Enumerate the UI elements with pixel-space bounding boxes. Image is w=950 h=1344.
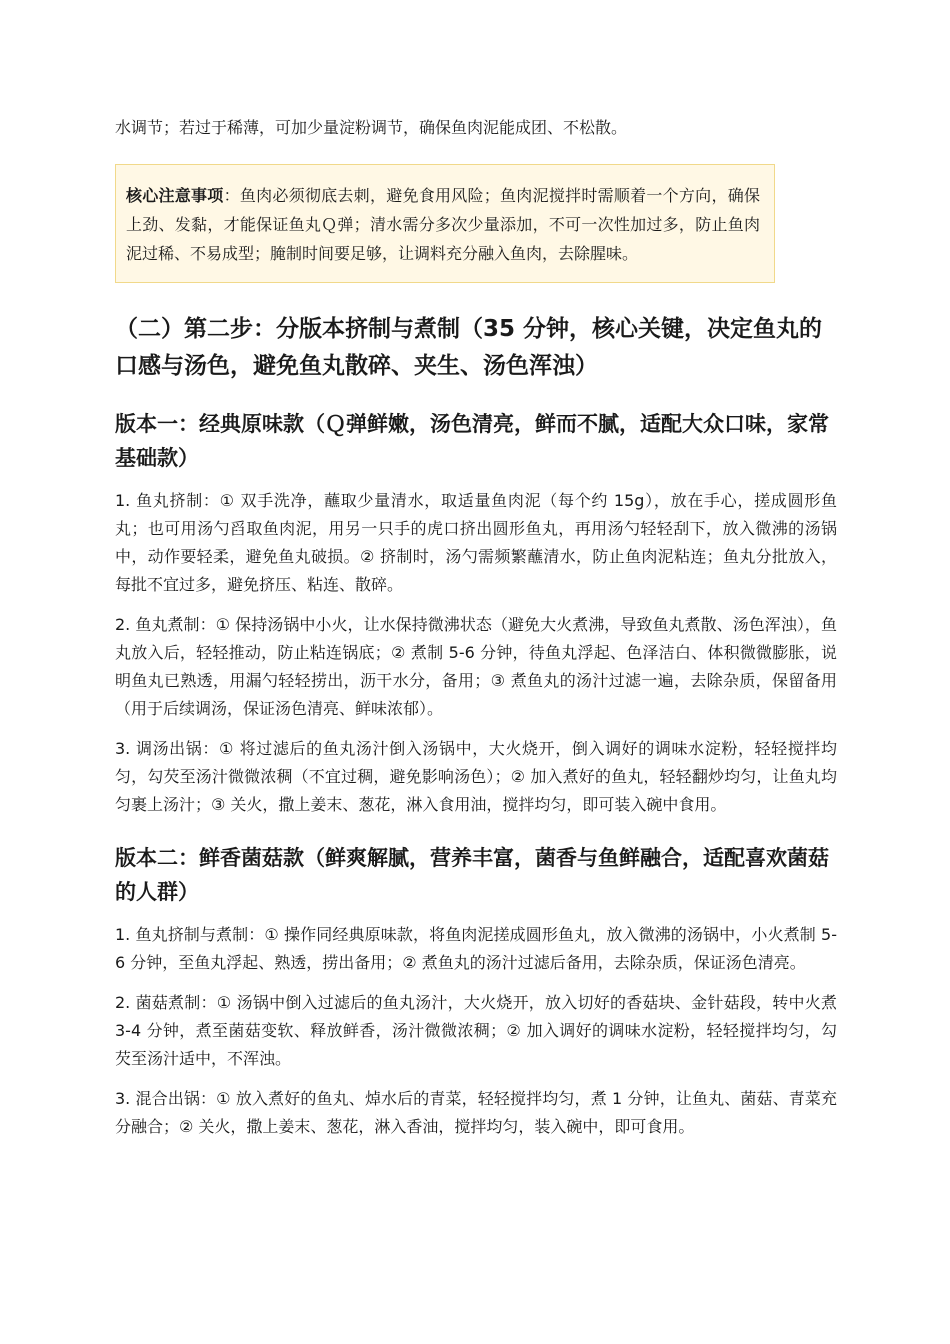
version-1-step-2: 2. 鱼丸煮制：① 保持汤锅中小火，让水保持微沸状态（避免大火煮沸，导致鱼丸煮散、汤色浑浊），鱼丸放入后，轻轻推动，防止粘连锅底；② 煮制 5-6 分钟，待鱼丸浮起、色泽洁白、体积微微膨胀，说明鱼丸已熟透，用漏勺轻轻捞出，沥干水分，备用；③ 煮鱼丸的汤汁过滤一遍，去除杂质，保留备用（用于后续调汤，保证汤色清亮、鲜味浓郁）。 bbox=[115, 615, 837, 718]
note-label: 核心注意事项 bbox=[126, 186, 224, 205]
note-callout bbox=[115, 164, 775, 283]
document-page bbox=[115, 0, 837, 1141]
version-2-step-1: 1. 鱼丸挤制与煮制：① 操作同经典原味款，将鱼肉泥搓成圆形鱼丸，放入微沸的汤锅中，小火煮制 5-6 分钟，至鱼丸浮起、熟透，捞出备用；② 煮鱼丸的汤汁过滤后备用，去除杂质，保证汤色清亮。 bbox=[115, 925, 837, 972]
version-2-step-3: 3. 混合出锅：① 放入煮好的鱼丸、焯水后的青菜，轻轻搅拌均匀，煮 1 分钟，让鱼丸、菌菇、青菜充分融合；② 关火，撒上姜末、葱花，淋入香油，搅拌均匀，装入碗中，即可食用。 bbox=[115, 1089, 837, 1136]
version-2-title: 版本二：鲜香菌菇款（鲜爽解腻，营养丰富，菌香与鱼鲜融合，适配喜欢菌菇的人群） bbox=[115, 846, 829, 904]
note-paragraph bbox=[126, 181, 760, 268]
version-1-step-1: 1. 鱼丸挤制：① 双手洗净，蘸取少量清水，取适量鱼肉泥（每个约 15g），放在手心，搓成圆形鱼丸；也可用汤勺舀取鱼肉泥，用另一只手的虎口挤出圆形鱼丸，再用汤勺轻轻刮下，放入微沸的汤锅中，动作要轻柔，避免鱼丸破损。② 挤制时，汤勺需频繁蘸清水，防止鱼肉泥粘连；鱼丸分批放入，每批不宜过多，避免挤压、粘连、散碎。 bbox=[115, 491, 837, 594]
version-1-step-3: 3. 调汤出锅：① 将过滤后的鱼丸汤汁倒入汤锅中，大火烧开，倒入调好的调味水淀粉，轻轻搅拌均匀，勾芡至汤汁微微浓稠（不宜过稠，避免影响汤色）；② 加入煮好的鱼丸，轻轻翻炒均匀，让鱼丸均匀裹上汤汁；③ 关火，撒上姜末、葱花，淋入食用油，搅拌均匀，即可装入碗中食用。 bbox=[115, 739, 837, 814]
version-2-step-2: 2. 菌菇煮制：① 汤锅中倒入过滤后的鱼丸汤汁，大火烧开，放入切好的香菇块、金针菇段，转中火煮 3-4 分钟，煮至菌菇变软、释放鲜香，汤汁微微浓稠；② 加入调好的调味水淀粉，轻轻搅拌均匀，勾芡至汤汁适中，不浑浊。 bbox=[115, 993, 837, 1068]
version-1-title: 版本一：经典原味款（Ｑ弹鲜嫩，汤色清亮，鲜而不腻，适配大众口味，家常基础款） bbox=[115, 412, 829, 470]
section-title: （二）第二步：分版本挤制与煮制（35 分钟，核心关键，决定鱼丸的口感与汤色，避免鱼丸散碎、夹生、汤色浑浊） bbox=[115, 316, 823, 379]
note-text: ：鱼肉必须彻底去刺，避免食用风险；鱼肉泥搅拌时需顺着一个方向，确保上劲、发黏，才能保证鱼丸Ｑ弹；清水需分多次少量添加，不可一次性加过多，防止鱼肉泥过稀、不易成型；腌制时间要足够，让调料充分融入鱼肉，去除腥味。 bbox=[126, 186, 760, 263]
intro-tail-paragraph: 水调节；若过于稀薄，可加少量淀粉调节，确保鱼肉泥能成团、不松散。 bbox=[115, 118, 628, 137]
